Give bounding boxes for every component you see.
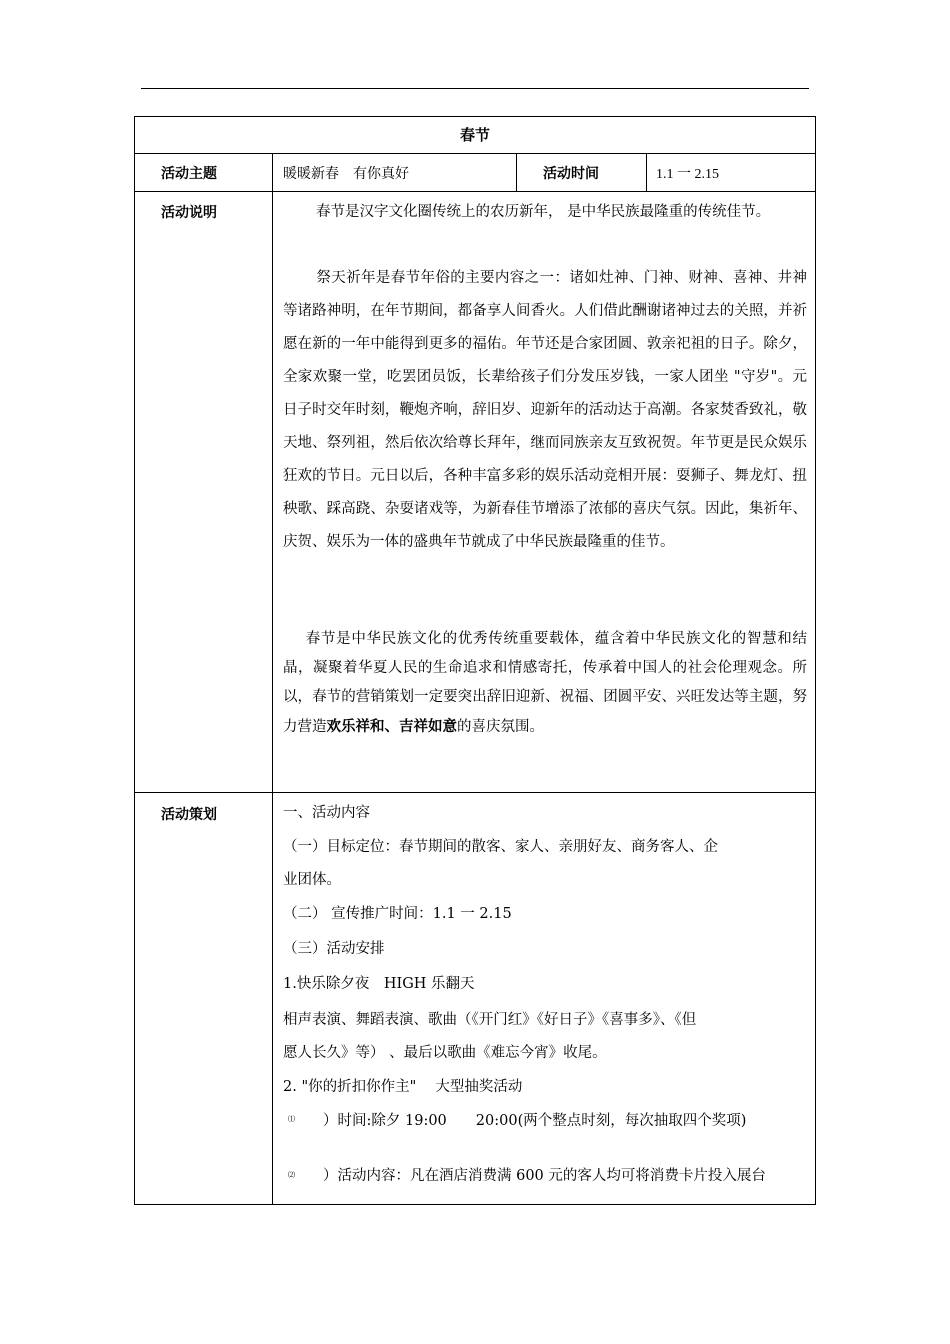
table-column-divider: [646, 153, 647, 191]
theme-label: 活动主题: [161, 166, 217, 182]
table-row-divider: [134, 191, 816, 192]
highlight-text: 欢乐祥和、吉祥如意: [326, 718, 457, 735]
table-row-divider: [134, 153, 816, 154]
plan-promo-time: （二） 宣传推广时间：1.1 一 2.15: [283, 906, 512, 922]
list-number: ⑵: [288, 1171, 295, 1179]
table-title: 春节: [459, 126, 490, 144]
description-paragraph-2: 祭天祈年是春节年俗的主要内容之一：诸如灶神、门神、财神、喜神、井神等诸路神明，在年节期间，都备享人间香火。人们借此酬谢诸神过去的关照，并祈愿在新的一年中能得到更多的福佑。年节还是合家团圆、敦亲祀祖的日子。除夕，全家欢聚一堂，吃罢团员饭，长辈给孩子们分发压岁钱，一家人团坐 "守岁"。元日子时交年时刻，鞭炮齐响，辞旧岁、迎新年的活动达于高潮。各家焚香致礼，敬天地、祭列祖，然后依次给尊长拜年，继而同族亲友互致祝贺。年节更是民众娱乐狂欢的节日。元日以后，各种丰富多彩的娱乐活动竞相开展：耍狮子、舞龙灯、扭秧歌、踩高跷、杂耍诸戏等，为新春佳节增添了浓郁的喜庆气氛。因此，集祈年、庆贺、娱乐为一体的盛典年节就成了中华民族最隆重的佳节。: [283, 270, 807, 550]
table-border-left: [134, 116, 135, 1205]
plan-target-cont: 业团体。: [283, 872, 341, 888]
table-row-divider: [134, 792, 816, 793]
table-border-bottom: [134, 1204, 816, 1205]
plan-heading: 一、活动内容: [283, 805, 370, 821]
time-label: 活动时间: [543, 166, 599, 182]
plan-target: （一）目标定位：春节期间的散客、家人、亲朋好友、商务客人、企: [283, 839, 718, 855]
header-rule: [141, 88, 809, 89]
plan-item-1-detail-cont: 愿人长久》等） 、最后以歌曲《难忘今宵》收尾。: [283, 1045, 607, 1061]
time-value: 1.1 一 2.15: [656, 167, 719, 182]
description-paragraph-3: 春节是中华民族文化的优秀传统重要载体，蕴含着中华民族文化的智慧和结晶，凝聚着华夏人民的生命追求和情感寄托，传承着中国人的社会伦理观念。所以，春节的营销策划一定要突出辞旧迎新、祝福、团圆平安、兴旺发达等主题，努力营造欢乐祥和、吉祥如意的喜庆氛围。: [283, 631, 807, 735]
plan-item-1: 1.快乐除夕夜 HIGH 乐翻天: [283, 976, 475, 992]
list-number: ⑴: [288, 1115, 295, 1123]
plan-item-2: 2. "你的折扣你作主" 大型抽奖活动: [283, 1079, 523, 1095]
table-column-divider: [272, 153, 273, 1205]
description-label: 活动说明: [161, 205, 217, 221]
plan-item-1-detail: 相声表演、舞蹈表演、歌曲（《开门红》《好日子》《喜事多》、《但: [283, 1012, 697, 1028]
table-column-divider: [516, 153, 517, 191]
theme-value: 暖暖新春 有你真好: [283, 166, 409, 182]
lottery-time: ）时间:除夕 19:00 20:00(两个整点时刻，每次抽取四个奖项): [323, 1113, 747, 1129]
plan-label: 活动策划: [161, 807, 217, 823]
description-paragraph-1: 春节是汉字文化圈传统上的农历新年， 是中华民族最隆重的传统佳节。: [316, 204, 771, 220]
lottery-content: ）活动内容：凡在酒店消费满 600 元的客人均可将消费卡片投入展台: [323, 1168, 766, 1184]
plan-arrangement: （三）活动安排: [283, 941, 385, 957]
table-border-right: [815, 116, 816, 1205]
